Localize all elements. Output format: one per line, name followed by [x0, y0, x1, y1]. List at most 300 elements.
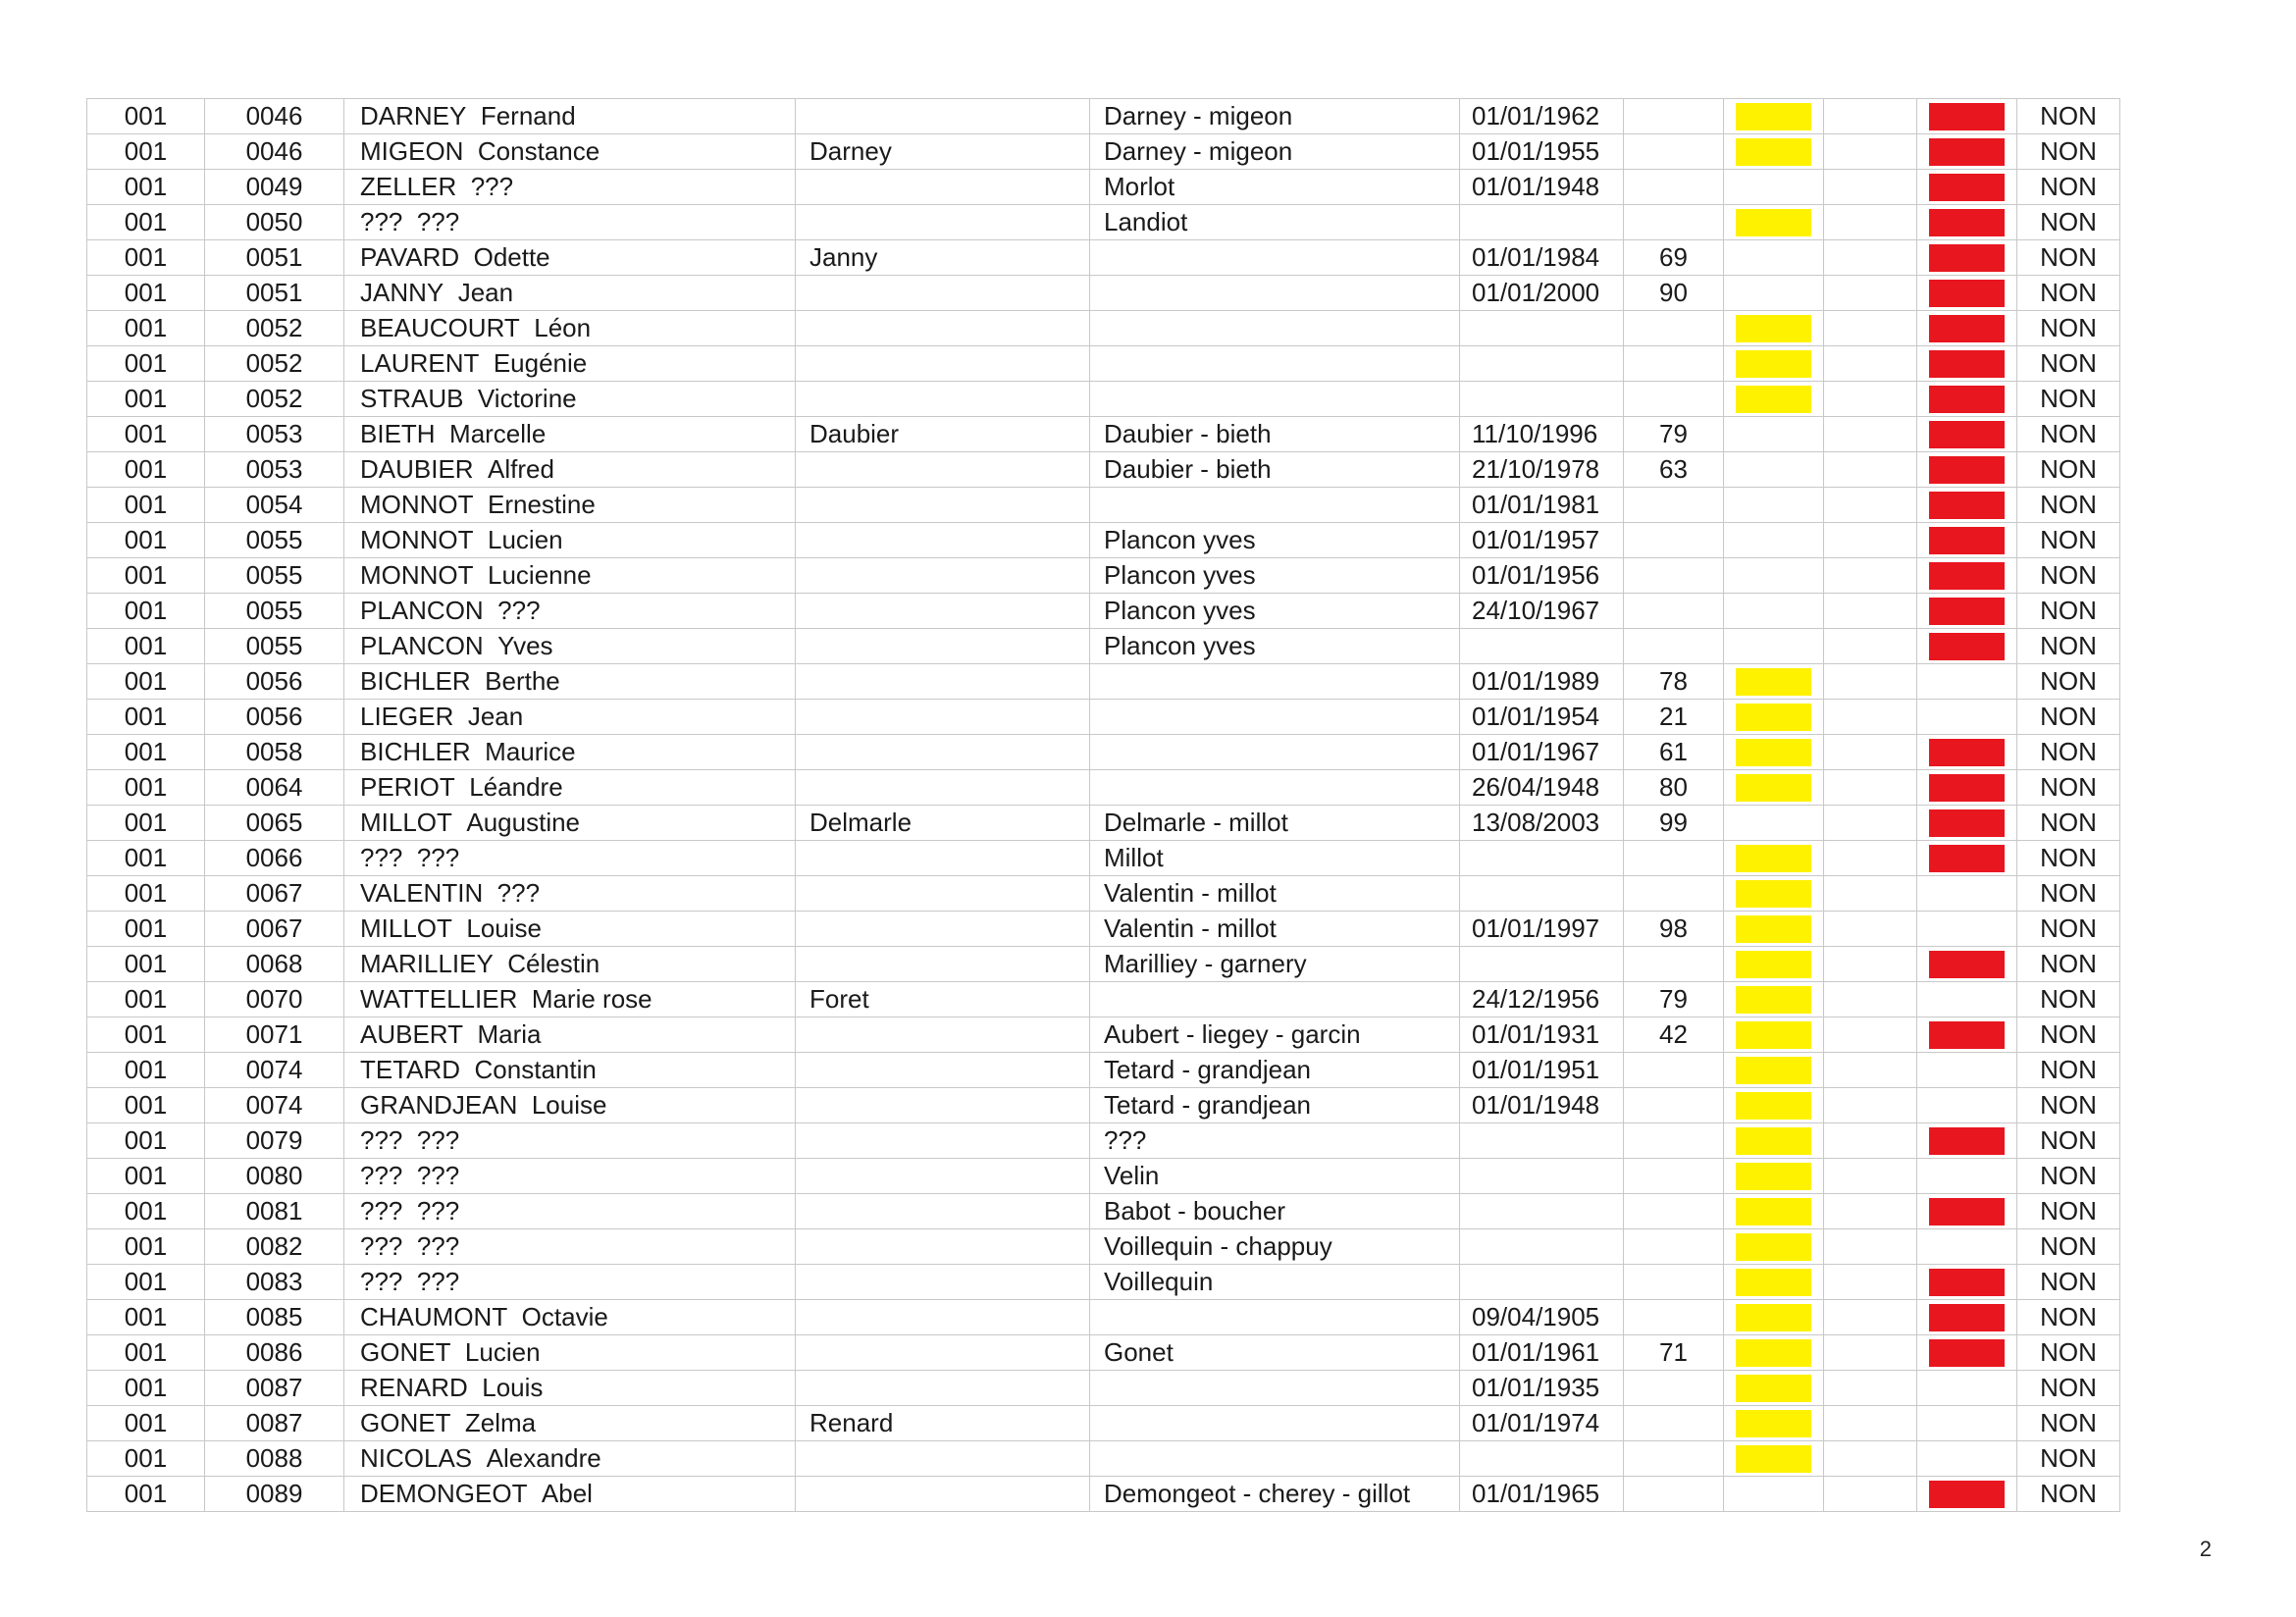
cell-date: [1460, 1229, 1624, 1265]
cell-date: 13/08/2003: [1460, 806, 1624, 841]
cell-number: 0052: [205, 311, 344, 346]
cell-grave-name: Plancon yves: [1090, 523, 1460, 558]
first-name: Léandre: [469, 772, 563, 802]
red-marker: [1929, 527, 2005, 554]
first-name: Alexandre: [486, 1443, 601, 1473]
cell-blank: [1824, 382, 1917, 417]
cell-date: 01/01/1956: [1460, 558, 1624, 594]
yellow-cell: [1724, 346, 1824, 382]
cell-full-name: [344, 594, 796, 629]
first-name: Célestin: [507, 949, 600, 978]
cell-maiden-alias: [796, 629, 1090, 664]
red-marker: [1929, 1198, 2005, 1226]
cell-section: 001: [87, 1265, 205, 1300]
cell-grave-name: Tetard - grandjean: [1090, 1088, 1460, 1123]
cell-date: 01/01/1997: [1460, 912, 1624, 947]
cell-full-name: [344, 170, 796, 205]
first-name: Maurice: [485, 737, 576, 766]
cell-section: 001: [87, 346, 205, 382]
cell-maiden-alias: [796, 205, 1090, 240]
first-name: Maria: [477, 1019, 542, 1049]
first-name: Berthe: [485, 666, 560, 696]
cell-number: 0067: [205, 912, 344, 947]
cell-full-name: [344, 1017, 796, 1053]
cell-status: NON: [2017, 664, 2120, 700]
yellow-cell: [1724, 1194, 1824, 1229]
red-marker: [1929, 1021, 2005, 1049]
cell-maiden-alias: [796, 735, 1090, 770]
last-name: RENARD: [360, 1373, 468, 1402]
cell-blank: [1824, 1441, 1917, 1477]
cell-section: 001: [87, 276, 205, 311]
cell-age: 98: [1624, 912, 1724, 947]
yellow-cell: [1724, 417, 1824, 452]
cell-maiden-alias: [796, 346, 1090, 382]
cell-date: [1460, 947, 1624, 982]
first-name: ???: [416, 1196, 460, 1226]
cell-age: [1624, 947, 1724, 982]
cell-status: NON: [2017, 488, 2120, 523]
table-row: [87, 806, 2120, 841]
cell-maiden-alias: [796, 382, 1090, 417]
cell-section: 001: [87, 558, 205, 594]
cell-blank: [1824, 1371, 1917, 1406]
cell-full-name: [344, 240, 796, 276]
cell-maiden-alias: Janny: [796, 240, 1090, 276]
cell-status: NON: [2017, 240, 2120, 276]
cell-number: 0074: [205, 1088, 344, 1123]
first-name: ???: [497, 596, 541, 625]
cell-number: 0049: [205, 170, 344, 205]
red-cell: [1917, 841, 2017, 876]
cell-number: 0085: [205, 1300, 344, 1335]
red-marker: [1929, 598, 2005, 625]
red-marker: [1929, 1445, 2005, 1473]
yellow-marker: [1736, 1269, 1811, 1296]
red-marker: [1929, 386, 2005, 413]
red-marker: [1929, 1410, 2005, 1437]
cell-age: 79: [1624, 417, 1724, 452]
cell-status: NON: [2017, 912, 2120, 947]
cell-grave-name: [1090, 1371, 1460, 1406]
last-name: GRANDJEAN: [360, 1090, 518, 1120]
cell-status: NON: [2017, 1053, 2120, 1088]
yellow-marker: [1736, 986, 1811, 1014]
yellow-cell: [1724, 841, 1824, 876]
cell-section: 001: [87, 664, 205, 700]
cell-date: 01/01/1951: [1460, 1053, 1624, 1088]
first-name: ???: [470, 172, 514, 201]
first-name: ???: [416, 1267, 460, 1296]
cell-status: NON: [2017, 1371, 2120, 1406]
cell-grave-name: Marilliey - garnery: [1090, 947, 1460, 982]
cell-status: NON: [2017, 947, 2120, 982]
cell-number: 0053: [205, 417, 344, 452]
cell-maiden-alias: [796, 452, 1090, 488]
yellow-cell: [1724, 912, 1824, 947]
red-cell: [1917, 417, 2017, 452]
last-name: PLANCON: [360, 596, 484, 625]
cell-date: 24/10/1967: [1460, 594, 1624, 629]
cell-number: 0066: [205, 841, 344, 876]
cell-full-name: [344, 1406, 796, 1441]
last-name: ???: [360, 207, 403, 236]
red-cell: [1917, 276, 2017, 311]
cell-section: 001: [87, 1477, 205, 1512]
cell-number: 0088: [205, 1441, 344, 1477]
cell-section: 001: [87, 1017, 205, 1053]
cell-blank: [1824, 558, 1917, 594]
yellow-cell: [1724, 735, 1824, 770]
cell-maiden-alias: Renard: [796, 1406, 1090, 1441]
last-name: BICHLER: [360, 737, 471, 766]
first-name: Marcelle: [449, 419, 547, 448]
table-row: [87, 452, 2120, 488]
cell-date: 11/10/1996: [1460, 417, 1624, 452]
cell-status: NON: [2017, 1406, 2120, 1441]
cell-section: 001: [87, 134, 205, 170]
red-cell: [1917, 240, 2017, 276]
cell-number: 0055: [205, 523, 344, 558]
red-cell: [1917, 1300, 2017, 1335]
cell-status: NON: [2017, 1300, 2120, 1335]
yellow-cell: [1724, 594, 1824, 629]
red-marker: [1929, 1163, 2005, 1190]
red-cell: [1917, 700, 2017, 735]
cell-grave-name: Plancon yves: [1090, 558, 1460, 594]
yellow-cell: [1724, 205, 1824, 240]
cell-section: 001: [87, 1194, 205, 1229]
red-cell: [1917, 947, 2017, 982]
red-cell: [1917, 912, 2017, 947]
yellow-cell: [1724, 276, 1824, 311]
cell-grave-name: Valentin - millot: [1090, 876, 1460, 912]
cell-blank: [1824, 594, 1917, 629]
cell-age: [1624, 170, 1724, 205]
cell-blank: [1824, 735, 1917, 770]
cell-full-name: [344, 947, 796, 982]
red-marker: [1929, 350, 2005, 378]
cell-age: 63: [1624, 452, 1724, 488]
table-row: [87, 700, 2120, 735]
cell-age: [1624, 1406, 1724, 1441]
first-name: Louise: [531, 1090, 607, 1120]
cell-section: 001: [87, 1335, 205, 1371]
cell-age: 99: [1624, 806, 1724, 841]
cell-full-name: [344, 806, 796, 841]
yellow-marker: [1736, 492, 1811, 519]
cell-maiden-alias: [796, 1441, 1090, 1477]
cell-status: NON: [2017, 523, 2120, 558]
table-row: [87, 417, 2120, 452]
cell-section: 001: [87, 770, 205, 806]
cell-number: 0079: [205, 1123, 344, 1159]
red-marker: [1929, 1339, 2005, 1367]
table-row: [87, 1229, 2120, 1265]
cell-number: 0068: [205, 947, 344, 982]
yellow-cell: [1724, 99, 1824, 134]
cell-age: [1624, 382, 1724, 417]
cell-maiden-alias: Darney: [796, 134, 1090, 170]
cell-date: 01/01/1967: [1460, 735, 1624, 770]
last-name: LIEGER: [360, 702, 454, 731]
cell-maiden-alias: Daubier: [796, 417, 1090, 452]
first-name: Abel: [541, 1479, 593, 1508]
cell-grave-name: Voillequin: [1090, 1265, 1460, 1300]
last-name: MILLOT: [360, 808, 452, 837]
table-row: [87, 205, 2120, 240]
yellow-marker: [1736, 280, 1811, 307]
table-row: [87, 912, 2120, 947]
cell-full-name: [344, 1194, 796, 1229]
cell-number: 0071: [205, 1017, 344, 1053]
cell-section: 001: [87, 1300, 205, 1335]
cell-section: 001: [87, 523, 205, 558]
red-cell: [1917, 1265, 2017, 1300]
table-row: [87, 947, 2120, 982]
table-row: [87, 523, 2120, 558]
first-name: ???: [416, 1125, 460, 1155]
cell-age: [1624, 1053, 1724, 1088]
cell-blank: [1824, 523, 1917, 558]
yellow-cell: [1724, 452, 1824, 488]
cell-age: [1624, 629, 1724, 664]
cell-date: 01/01/1931: [1460, 1017, 1624, 1053]
cell-number: 0046: [205, 99, 344, 134]
yellow-marker: [1736, 704, 1811, 731]
cell-age: [1624, 523, 1724, 558]
cell-maiden-alias: [796, 700, 1090, 735]
cell-full-name: [344, 346, 796, 382]
yellow-cell: [1724, 523, 1824, 558]
red-marker: [1929, 280, 2005, 307]
cell-blank: [1824, 1088, 1917, 1123]
first-name: Ernestine: [488, 490, 596, 519]
red-marker: [1929, 809, 2005, 837]
yellow-marker: [1736, 915, 1811, 943]
cell-blank: [1824, 134, 1917, 170]
cell-blank: [1824, 240, 1917, 276]
yellow-cell: [1724, 1441, 1824, 1477]
cell-date: [1460, 841, 1624, 876]
cell-number: 0086: [205, 1335, 344, 1371]
yellow-marker: [1736, 456, 1811, 484]
cell-blank: [1824, 806, 1917, 841]
cell-status: NON: [2017, 1159, 2120, 1194]
last-name: ZELLER: [360, 172, 457, 201]
red-cell: [1917, 629, 2017, 664]
cell-full-name: [344, 276, 796, 311]
cell-section: 001: [87, 841, 205, 876]
cell-age: [1624, 99, 1724, 134]
cell-number: 0067: [205, 876, 344, 912]
cell-section: 001: [87, 205, 205, 240]
red-cell: [1917, 1159, 2017, 1194]
cell-full-name: [344, 205, 796, 240]
cell-full-name: [344, 770, 796, 806]
yellow-marker: [1736, 527, 1811, 554]
cell-grave-name: [1090, 1406, 1460, 1441]
cell-date: 01/01/1962: [1460, 99, 1624, 134]
red-cell: [1917, 1088, 2017, 1123]
yellow-cell: [1724, 1229, 1824, 1265]
yellow-cell: [1724, 1371, 1824, 1406]
table-row: [87, 1441, 2120, 1477]
cell-grave-name: Millot: [1090, 841, 1460, 876]
cell-grave-name: Tetard - grandjean: [1090, 1053, 1460, 1088]
cell-blank: [1824, 205, 1917, 240]
cell-number: 0053: [205, 452, 344, 488]
cell-date: [1460, 205, 1624, 240]
red-marker: [1929, 1127, 2005, 1155]
yellow-marker: [1736, 1092, 1811, 1120]
cell-maiden-alias: [796, 276, 1090, 311]
red-marker: [1929, 421, 2005, 448]
cell-maiden-alias: [796, 1477, 1090, 1512]
last-name: BEAUCOURT: [360, 313, 520, 342]
cell-number: 0052: [205, 346, 344, 382]
cell-status: NON: [2017, 1017, 2120, 1053]
last-name: STRAUB: [360, 384, 464, 413]
red-cell: [1917, 594, 2017, 629]
cell-full-name: [344, 982, 796, 1017]
table-row: [87, 1265, 2120, 1300]
cell-status: NON: [2017, 735, 2120, 770]
first-name: Victorine: [477, 384, 577, 413]
cell-blank: [1824, 770, 1917, 806]
yellow-cell: [1724, 1265, 1824, 1300]
table-row: [87, 1017, 2120, 1053]
yellow-cell: [1724, 558, 1824, 594]
cell-blank: [1824, 452, 1917, 488]
red-marker: [1929, 174, 2005, 201]
table-row: [87, 276, 2120, 311]
cell-grave-name: [1090, 700, 1460, 735]
cell-section: 001: [87, 99, 205, 134]
cell-grave-name: Morlot: [1090, 170, 1460, 205]
red-cell: [1917, 558, 2017, 594]
cell-grave-name: [1090, 1441, 1460, 1477]
cell-full-name: [344, 1335, 796, 1371]
red-marker: [1929, 244, 2005, 272]
last-name: MONNOT: [360, 490, 474, 519]
cell-status: NON: [2017, 1229, 2120, 1265]
last-name: VALENTIN: [360, 878, 484, 908]
first-name: Lucien: [464, 1337, 541, 1367]
cell-maiden-alias: [796, 1123, 1090, 1159]
yellow-cell: [1724, 1088, 1824, 1123]
red-cell: [1917, 452, 2017, 488]
red-marker: [1929, 986, 2005, 1014]
last-name: ???: [360, 1161, 403, 1190]
red-cell: [1917, 1335, 2017, 1371]
last-name: WATTELLIER: [360, 984, 518, 1014]
cell-number: 0055: [205, 558, 344, 594]
cell-number: 0089: [205, 1477, 344, 1512]
last-name: MILLOT: [360, 913, 452, 943]
cell-date: 01/01/1955: [1460, 134, 1624, 170]
cell-number: 0087: [205, 1371, 344, 1406]
table-row: [87, 1194, 2120, 1229]
yellow-cell: [1724, 947, 1824, 982]
red-cell: [1917, 1194, 2017, 1229]
cell-number: 0058: [205, 735, 344, 770]
cell-maiden-alias: [796, 99, 1090, 134]
cell-grave-name: [1090, 1300, 1460, 1335]
cell-grave-name: [1090, 735, 1460, 770]
yellow-marker: [1736, 174, 1811, 201]
cell-date: [1460, 876, 1624, 912]
table-row: [87, 240, 2120, 276]
table-row: [87, 1088, 2120, 1123]
table-row: [87, 594, 2120, 629]
cell-age: [1624, 134, 1724, 170]
first-name: Louis: [482, 1373, 544, 1402]
cell-maiden-alias: [796, 558, 1090, 594]
first-name: Louise: [466, 913, 542, 943]
cell-date: [1460, 1159, 1624, 1194]
yellow-marker: [1736, 1021, 1811, 1049]
yellow-marker: [1736, 880, 1811, 908]
cell-date: 26/04/1948: [1460, 770, 1624, 806]
cell-number: 0087: [205, 1406, 344, 1441]
cell-grave-name: ???: [1090, 1123, 1460, 1159]
cell-maiden-alias: [796, 1300, 1090, 1335]
red-marker: [1929, 774, 2005, 802]
cell-age: [1624, 1194, 1724, 1229]
cell-age: 21: [1624, 700, 1724, 735]
last-name: TETARD: [360, 1055, 461, 1084]
cell-full-name: [344, 382, 796, 417]
cell-grave-name: Velin: [1090, 1159, 1460, 1194]
last-name: DAUBIER: [360, 454, 474, 484]
cell-status: NON: [2017, 99, 2120, 134]
yellow-cell: [1724, 1477, 1824, 1512]
cell-grave-name: Darney - migeon: [1090, 99, 1460, 134]
first-name: Lucienne: [488, 560, 592, 590]
cell-blank: [1824, 488, 1917, 523]
cell-grave-name: [1090, 664, 1460, 700]
cell-full-name: [344, 417, 796, 452]
cell-full-name: [344, 1477, 796, 1512]
yellow-marker: [1736, 668, 1811, 696]
first-name: ???: [416, 843, 460, 872]
first-name: Augustine: [466, 808, 581, 837]
table-row: [87, 876, 2120, 912]
cell-date: [1460, 629, 1624, 664]
cell-full-name: [344, 664, 796, 700]
cell-section: 001: [87, 170, 205, 205]
red-cell: [1917, 99, 2017, 134]
last-name: JANNY: [360, 278, 444, 307]
cell-status: NON: [2017, 700, 2120, 735]
red-cell: [1917, 876, 2017, 912]
red-cell: [1917, 1406, 2017, 1441]
cell-date: [1460, 1265, 1624, 1300]
cell-age: [1624, 558, 1724, 594]
cell-status: NON: [2017, 1265, 2120, 1300]
cell-maiden-alias: [796, 488, 1090, 523]
cell-status: NON: [2017, 170, 2120, 205]
last-name: BIETH: [360, 419, 436, 448]
cell-section: 001: [87, 912, 205, 947]
cell-grave-name: [1090, 240, 1460, 276]
red-marker: [1929, 1233, 2005, 1261]
last-name: ???: [360, 843, 403, 872]
cell-grave-name: Plancon yves: [1090, 594, 1460, 629]
cell-age: 90: [1624, 276, 1724, 311]
cell-blank: [1824, 1229, 1917, 1265]
